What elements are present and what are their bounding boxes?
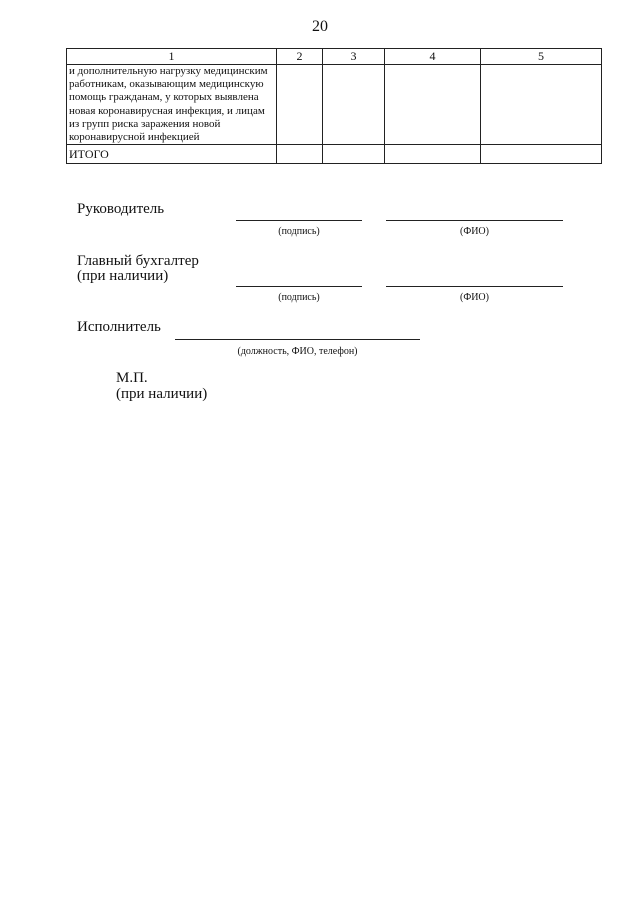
executor-label: Исполнитель [77, 319, 161, 335]
table-cell [481, 65, 602, 145]
row-label: и дополнительную нагрузку медицинским работникам, оказывающим медицинскую помощь гражданам, у которых выявлена новая коронавирусная инфекция, и лицам из групп риска заражения новой коронавирусной инфекцией [67, 65, 277, 145]
stamp-note: (при наличии) [116, 386, 208, 402]
column-header: 1 [67, 49, 277, 65]
accountant-label: Главный бухгалтер [77, 253, 199, 269]
report-table [66, 48, 602, 164]
head-signature-caption: (подпись) [278, 226, 320, 237]
head-signature-line [236, 220, 362, 221]
accountant-signature-line [236, 286, 362, 287]
executor-caption: (должность, ФИО, телефон) [237, 346, 358, 357]
table-cell [385, 145, 481, 164]
head-label: Руководитель [77, 201, 165, 217]
column-header: 4 [385, 49, 481, 65]
table-cell [277, 65, 323, 145]
accountant-signature-caption: (подпись) [278, 292, 320, 303]
column-header: 5 [481, 49, 602, 65]
table-cell [385, 65, 481, 145]
table-cell [481, 145, 602, 164]
table-row [67, 145, 602, 164]
head-name-line [386, 220, 563, 221]
table-header-row [67, 49, 602, 65]
executor-line [175, 339, 420, 340]
stamp-label: М.П. [116, 370, 148, 386]
accountant-name-caption: (ФИО) [459, 292, 489, 303]
table-row [67, 65, 602, 145]
accountant-name-line [386, 286, 563, 287]
row-label: ИТОГО [67, 145, 277, 164]
page-number: 20 [312, 18, 328, 35]
head-name-caption: (ФИО) [459, 226, 489, 237]
column-header: 3 [323, 49, 385, 65]
column-header: 2 [277, 49, 323, 65]
table-cell [323, 65, 385, 145]
table-cell [323, 145, 385, 164]
table-cell [277, 145, 323, 164]
accountant-label-note: (при наличии) [77, 268, 169, 284]
